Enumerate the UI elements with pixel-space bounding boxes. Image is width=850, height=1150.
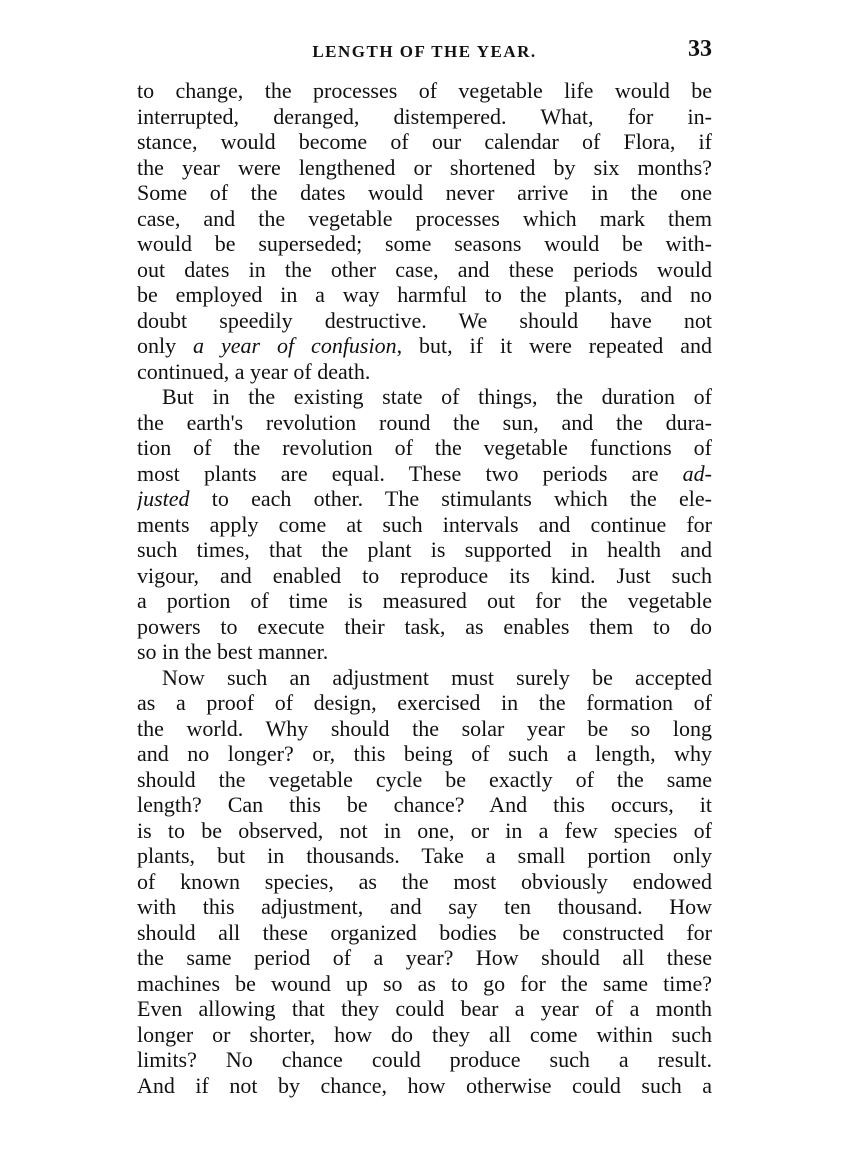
- text-line: And if not by chance, how otherwise could such a: [137, 1072, 712, 1098]
- text-line: limits? No chance could produce such a result.: [137, 1047, 712, 1072]
- text-line: should the vegetable cycle be exactly of the same: [137, 766, 712, 792]
- text-segment: , but, if it were repeated and: [396, 333, 712, 358]
- text-line: is to be observed, not in one, or in a few species of: [137, 817, 712, 843]
- text-line: Some of the dates would never arrive in the one: [137, 180, 712, 205]
- text-line: longer or shorter, how do they all come within such: [137, 1021, 712, 1047]
- text-line: tion of the revolution of the vegetable functions of: [137, 435, 712, 460]
- text-segment: only: [137, 333, 194, 358]
- text-line: [137, 333, 712, 359]
- text-line: continued, a year of death.: [137, 358, 371, 384]
- text-line: out dates in the other case, and these periods would: [137, 256, 712, 282]
- text-line: of known species, as the most obviously endowed: [137, 868, 712, 894]
- text-line: powers to execute their task, as enables them to do: [137, 613, 712, 639]
- text-line: and no longer? or, this being of such a length, why: [137, 741, 712, 766]
- text-line: so in the best manner.: [137, 639, 329, 664]
- running-title: LENGTH OF THE YEAR.: [312, 42, 537, 61]
- text-line: Even allowing that they could bear a year of a month: [137, 996, 712, 1021]
- text-line: should all these organized bodies be constructed for: [137, 919, 712, 945]
- text-line: [137, 461, 712, 487]
- text-line: ments apply come at such intervals and continue for: [137, 511, 712, 537]
- text-line: to change, the processes of vegetable life would be: [137, 78, 712, 103]
- text-segment: most plants are equal. These two periods are: [137, 460, 683, 486]
- text-line: vigour, and enabled to reproduce its kind. Just such: [137, 562, 712, 588]
- text-line: Now such an adjustment must surely be accepted: [162, 664, 712, 690]
- text-line: a portion of time is measured out for the vegetable: [137, 588, 712, 613]
- body-text: [137, 78, 712, 1098]
- text-line: as a proof of design, exercised in the formation of: [137, 690, 712, 715]
- text-line: the same period of a year? How should all these: [137, 945, 712, 970]
- text-line: the earth's revolution round the sun, and the dura-: [137, 409, 712, 435]
- italic-text-segment: a year of confusion: [193, 333, 397, 358]
- text-line: the world. Why should the solar year be so long: [137, 715, 712, 741]
- text-line: But in the existing state of things, the duration of: [162, 384, 712, 409]
- text-line: would be superseded; some seasons would be with-: [137, 231, 712, 256]
- page-number: 33: [688, 36, 712, 62]
- text-line: plants, but in thousands. Take a small portion only: [137, 843, 712, 868]
- text-line: be employed in a way harmful to the plants, and no: [137, 282, 712, 307]
- running-head: [137, 36, 712, 68]
- text-line: doubt speedily destructive. We should have not: [137, 307, 712, 333]
- text-line: [137, 486, 712, 512]
- text-segment: to each other. The stimulants which the ele-: [189, 486, 712, 511]
- text-line: machines be wound up so as to go for the same time?: [137, 970, 712, 996]
- text-line: the year were lengthened or shortened by six months?: [137, 154, 712, 180]
- italic-text-segment: justed: [137, 486, 190, 511]
- text-line: interrupted, deranged, distempered. What, for in-: [137, 103, 712, 129]
- text-line: length? Can this be chance? And this occurs, it: [137, 792, 712, 817]
- text-line: such times, that the plant is supported in health and: [137, 537, 712, 562]
- text-line: stance, would become of our calendar of Flora, if: [137, 129, 712, 154]
- italic-text-segment: ad-: [682, 460, 712, 486]
- text-line: with this adjustment, and say ten thousand. How: [137, 894, 712, 919]
- text-line: case, and the vegetable processes which mark them: [137, 205, 712, 231]
